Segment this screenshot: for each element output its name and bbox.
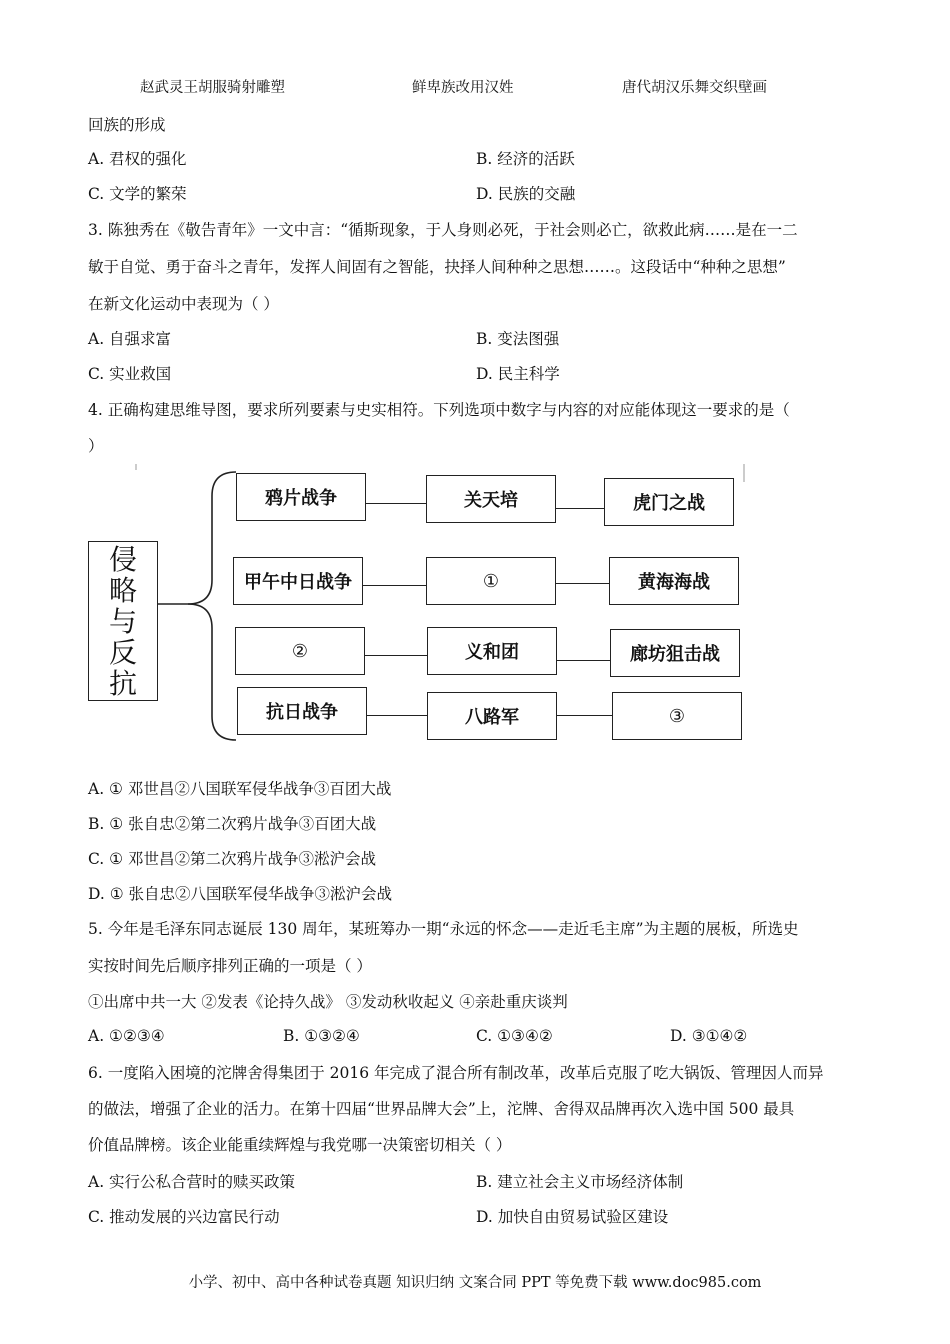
q4-option-d: D. ① 张自忠②八国联军侵华战争③淞沪会战 xyxy=(88,885,393,903)
q2-option-c: C. 文学的繁荣 xyxy=(88,185,187,203)
q3-text-line: 3. 陈独秀在《敬告青年》一文中言：“循斯现象，于人身则必死，于社会则必亡，欲救此病……是在一二 xyxy=(88,221,798,239)
connector xyxy=(367,715,427,716)
node-row1-col1: 鸦片战争 xyxy=(236,473,366,521)
q3-option-b: B. 变法图强 xyxy=(476,330,560,348)
q4-text-line: ） xyxy=(88,437,104,455)
q6-text-line: 6. 一度陷入困境的沱牌舍得集团于 2016 年完成了混合所有制改革，改革后克服了吃大锅饭、管理因人而异 xyxy=(88,1064,824,1082)
q3-text-line: 敏于自觉、勇于奋斗之青年，发挥人间固有之智能，抉择人间种种之思想……。这段话中“种种之思想” xyxy=(88,258,786,276)
node-row3-col2: 义和团 xyxy=(427,627,557,675)
q5-text-line: 5. 今年是毛泽东同志诞辰 130 周年，某班筹办一期“永远的怀念——走近毛主席”为主题的展板，所选史 xyxy=(88,920,799,938)
q5-option-b: B. ①③②④ xyxy=(283,1027,360,1045)
q4-text-line: 4. 正确构建思维导图，要求所列要素与史实相符。下列选项中数字与内容的对应能体现这一要求的是（ xyxy=(88,401,790,419)
node-row1-col2: 关天培 xyxy=(426,475,556,523)
q3-text-line: 在新文化运动中表现为（ ） xyxy=(88,295,279,313)
q6-text-line: 的做法，增强了企业的活力。在第十四届“世界品牌大会”上，沱牌、舍得双品牌再次入选中国 500 最具 xyxy=(88,1100,795,1118)
q6-option-c: C. 推动发展的兴边富民行动 xyxy=(88,1208,280,1226)
q6-option-d: D. 加快自由贸易试验区建设 xyxy=(476,1208,669,1226)
root-char: 与 xyxy=(108,604,137,638)
q2-option-b: B. 经济的活跃 xyxy=(476,150,575,168)
q5-text-line: 实按时间先后顺序排列正确的一项是（ ） xyxy=(88,957,372,975)
caption-1: 赵武灵王胡服骑射雕塑 xyxy=(140,80,285,96)
node-row3-col1: ② xyxy=(235,627,365,675)
q3-option-a: A. 自强求富 xyxy=(88,330,172,348)
q5-option-d: D. ③①④② xyxy=(670,1027,748,1045)
q4-option-b: B. ① 张自忠②第二次鸦片战争③百团大战 xyxy=(88,815,377,833)
node-row2-col3: 黄海海战 xyxy=(609,557,739,605)
root-char: 反 xyxy=(108,635,137,669)
q3-option-d: D. 民主科学 xyxy=(476,365,560,383)
node-row4-col2: 八路军 xyxy=(427,692,557,740)
connector xyxy=(557,715,612,716)
node-row1-col3: 虎门之战 xyxy=(604,478,734,526)
node-row3-col3: 廊坊狙击战 xyxy=(610,629,740,677)
connector xyxy=(366,503,426,504)
node-row4-col3: ③ xyxy=(612,692,742,740)
connector xyxy=(557,660,610,661)
connector xyxy=(556,508,604,509)
q5-events: ①出席中共一大 ②发表《论持久战》 ③发动秋收起义 ④亲赴重庆谈判 xyxy=(88,993,568,1011)
node-row4-col1: 抗日战争 xyxy=(237,687,367,735)
node-row2-col2: ① xyxy=(426,557,556,605)
q6-option-a: A. 实行公私合营时的赎买政策 xyxy=(88,1173,296,1191)
q5-option-c: C. ①③④② xyxy=(476,1027,553,1045)
q6-text-line: 价值品牌榜。该企业能重续辉煌与我党哪一决策密切相关（ ） xyxy=(88,1136,512,1154)
page-footer: 小学、初中、高中各种试卷真题 知识归纳 文案合同 PPT 等免费下载 www.doc985.com xyxy=(188,1275,762,1291)
root-char: 侵 xyxy=(108,542,137,576)
connector xyxy=(556,583,609,584)
root-char: 抗 xyxy=(108,666,137,700)
q6-option-b: B. 建立社会主义市场经济体制 xyxy=(476,1173,684,1191)
q2-option-a: A. 君权的强化 xyxy=(88,150,187,168)
q4-option-c: C. ① 邓世昌②第二次鸦片战争③淞沪会战 xyxy=(88,850,376,868)
caption-2: 鲜卑族改用汉姓 xyxy=(412,80,514,96)
root-char: 略 xyxy=(108,573,137,607)
connector xyxy=(365,655,427,656)
q4-option-a: A. ① 邓世昌②八国联军侵华战争③百团大战 xyxy=(88,780,392,798)
q2-text-tail: 回族的形成 xyxy=(88,116,166,134)
caption-3: 唐代胡汉乐舞交织壁画 xyxy=(622,80,767,96)
connector xyxy=(363,585,426,586)
q2-option-d: D. 民族的交融 xyxy=(476,185,576,203)
q3-option-c: C. 实业救国 xyxy=(88,365,172,383)
q5-option-a: A. ①②③④ xyxy=(88,1027,165,1045)
node-row2-col1: 甲午中日战争 xyxy=(233,557,363,605)
